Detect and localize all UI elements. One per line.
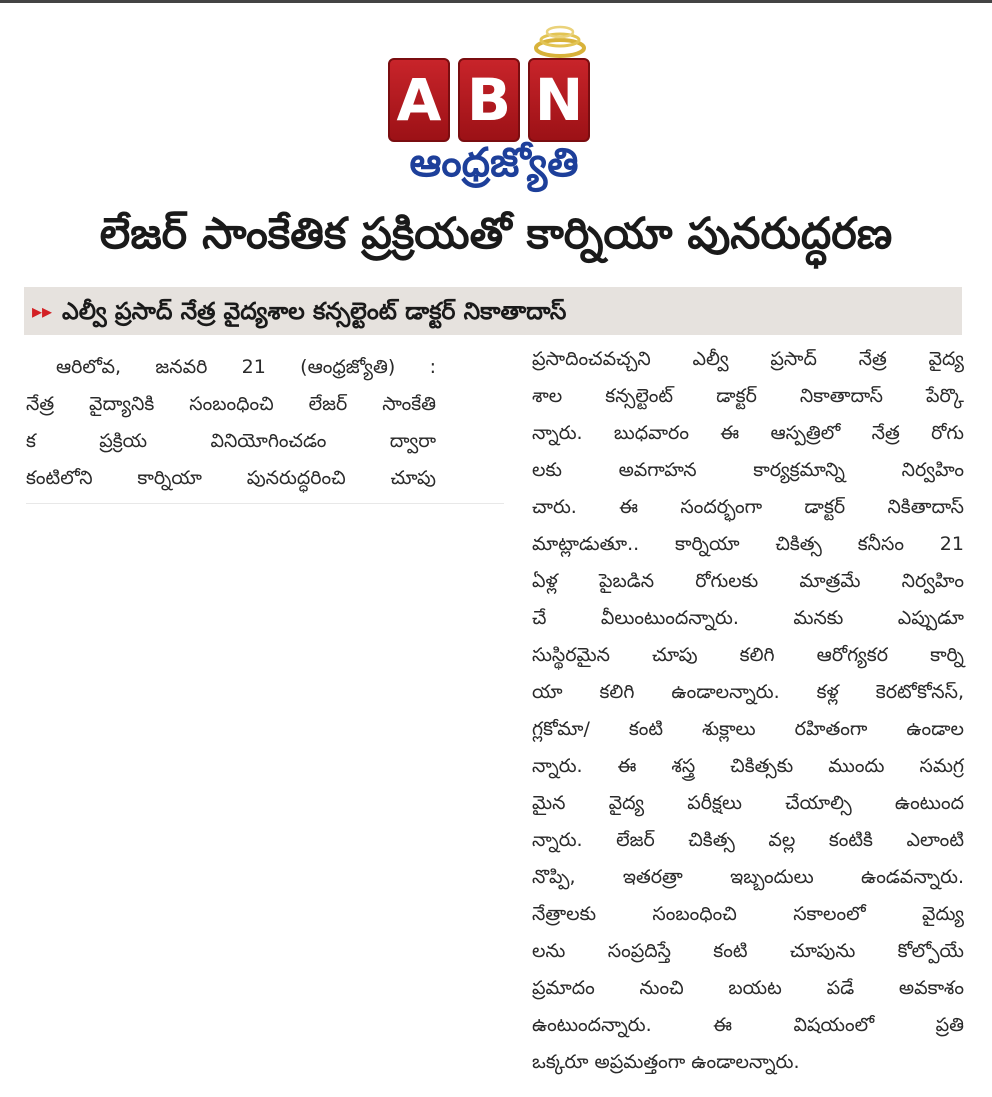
text-line: ఏళ్ల పైబడిన రోగులకు మాత్రమే నిర్వహిం — [532, 570, 964, 592]
text-line: లకు అవగాహన కార్యక్రమాన్ని నిర్వహిం — [532, 459, 964, 481]
text-line: సుస్థిరమైన చూపు కలిగి ఆరోగ్యకర కార్ని — [532, 644, 964, 666]
article-headline: లేజర్ సాంకేతిక ప్రక్రియతో కార్నియా పునరుద్ధరణ — [99, 209, 893, 259]
abn-andhrajyothi-logo — [386, 18, 602, 188]
text-line: న్నారు. బుధవారం ఈ ఆస్పత్రిలో నేత్ర రోగు — [532, 422, 964, 444]
logo-letter-n: N — [528, 58, 590, 142]
text-line: లను సంప్రదిస్తే కంటి చూపును కోల్పోయే — [532, 940, 964, 962]
text-line: శాల కన్సల్టెంట్ డాక్టర్ నికాతాదాస్ పేర్కొ — [532, 385, 964, 407]
logo-swirl-icon — [530, 18, 586, 60]
text-line: మాట్లాడుతూ.. కార్నియా చికిత్స కనీసం 21 — [532, 533, 964, 555]
text-line: మైన వైద్య పరీక్షలు చేయాల్సి ఉంటుంద — [532, 792, 964, 814]
text-line: ప్రమాదం నుంచి బయట పడే అవకాశం — [532, 977, 964, 999]
text-line: చే వీలుంటుందన్నారు. మనకు ఎప్పుడూ — [532, 607, 964, 629]
text-line: నేత్ర వైద్యానికి సంబంధించి లేజర్ సాంకేతి — [26, 393, 436, 415]
article-column-left — [26, 349, 436, 497]
subheading-bar — [24, 287, 962, 335]
column-divider — [26, 503, 504, 504]
subheading-text: ఎల్వీ ప్రసాద్ నేత్ర వైద్యశాల కన్సల్టెంట్ డాక్టర్ నికాతాదాస్ — [62, 297, 567, 325]
text-line: ప్రసాదించవచ్చని ఎల్వీ ప్రసాద్ నేత్ర వైద్య — [532, 348, 964, 370]
text-line: యా కలిగి ఉండాలన్నారు. కళ్ల కెరటోకోనస్, — [532, 681, 964, 703]
article-column-right — [532, 341, 964, 1081]
logo-letter-b: B — [458, 58, 520, 142]
text-line: కంటిలోని కార్నియా పునరుద్ధరించి చూపు — [26, 467, 436, 489]
text-line: ఒక్కరూ అప్రమత్తంగా ఉండాలన్నారు. — [532, 1051, 800, 1073]
double-arrow-icon: ▸▸ — [32, 299, 53, 323]
top-border — [0, 0, 992, 3]
text-line: నేత్రాలకు సంబంధించి సకాలంలో వైద్యు — [532, 903, 964, 925]
text-line: క ప్రక్రియ వినియోగించడం ద్వారా — [26, 430, 436, 452]
text-line: నొప్పి, ఇతరత్రా ఇబ్బందులు ఉండవన్నారు. — [532, 866, 964, 888]
text-line: న్నారు. లేజర్ చికిత్స వల్ల కంటికి ఎలాంటి — [532, 829, 964, 851]
text-line: చారు. ఈ సందర్భంగా డాక్టర్ నికితాదాస్ — [532, 496, 964, 518]
logo-subtitle: ఆంధ్రజ్యోతి — [409, 140, 579, 186]
text-line: ఉంటుందన్నారు. ఈ విషయంలో ప్రతి — [532, 1014, 964, 1036]
text-line: న్నారు. ఈ శస్త్ర చికిత్సకు ముందు సమగ్ర — [532, 755, 964, 777]
logo-letter-a: A — [388, 58, 450, 142]
text-line: గ్లకోమా/ కంటి శుక్లాలు రహితంగా ఉండాల — [532, 718, 964, 740]
text-line: ఆరిలోవ, జనవరి 21 (ఆంధ్రజ్యోతి) : — [56, 356, 436, 378]
